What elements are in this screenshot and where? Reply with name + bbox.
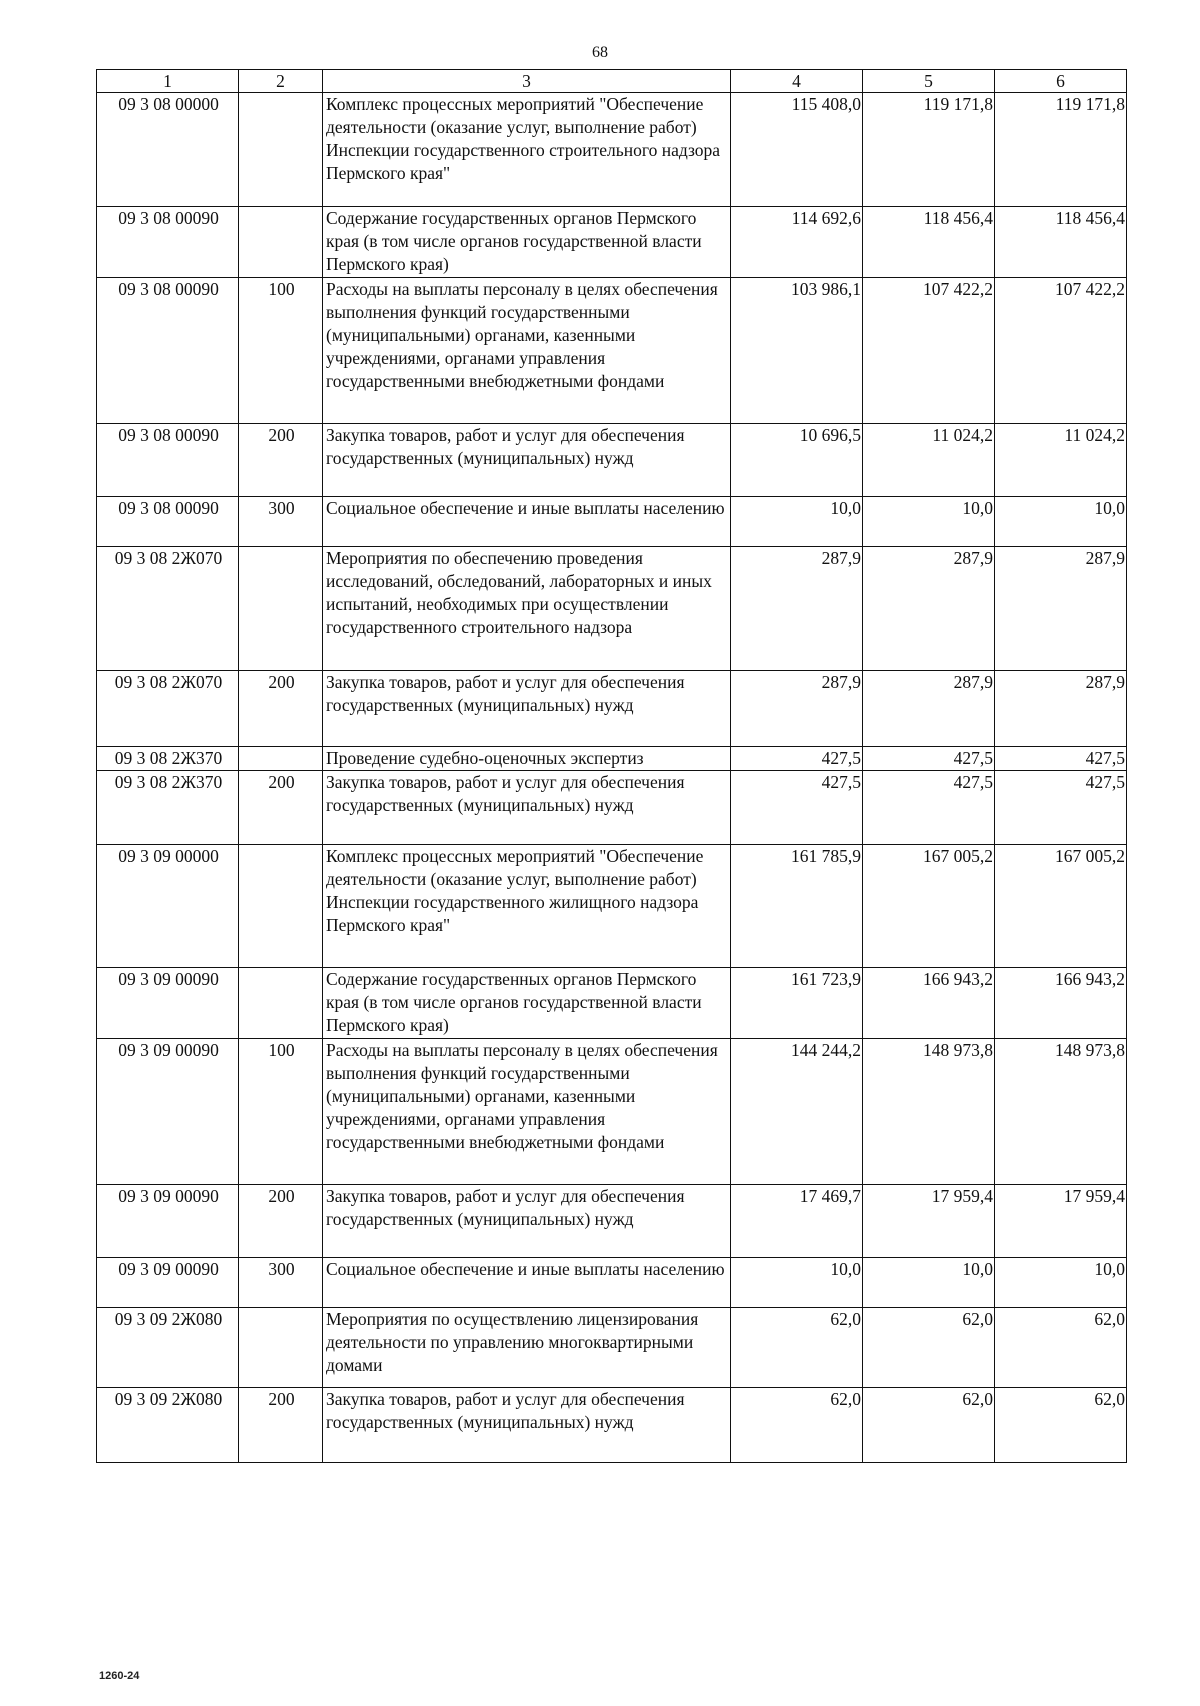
vr-code-cell [239,1308,323,1388]
amount-cell: 427,5 [731,747,863,771]
amount-cell: 167 005,2 [995,845,1127,968]
amount-cell: 118 456,4 [863,207,995,278]
column-header: 5 [863,70,995,93]
amount-cell: 287,9 [995,547,1127,671]
amount-cell: 148 973,8 [863,1039,995,1185]
vr-code-cell: 200 [239,1388,323,1463]
table-row [97,93,1127,207]
amount-cell: 144 244,2 [731,1039,863,1185]
table-row [97,497,1127,547]
csr-code-cell: 09 3 08 00090 [97,207,239,278]
amount-cell: 287,9 [863,547,995,671]
table-row [97,1185,1127,1258]
csr-code-cell: 09 3 08 2Ж370 [97,747,239,771]
csr-code-cell: 09 3 09 2Ж080 [97,1308,239,1388]
item-name-cell: Социальное обеспечение и иные выплаты населению [323,497,731,547]
table-row [97,1308,1127,1388]
table-row [97,278,1127,424]
column-header: 3 [323,70,731,93]
csr-code-cell: 09 3 09 00090 [97,1185,239,1258]
item-name-cell: Проведение судебно-оценочных экспертиз [323,747,731,771]
amount-cell: 62,0 [731,1308,863,1388]
amount-cell: 17 959,4 [995,1185,1127,1258]
table-row [97,968,1127,1039]
vr-code-cell: 100 [239,1039,323,1185]
amount-cell: 10,0 [995,1258,1127,1308]
table-row [97,424,1127,497]
amount-cell: 17 959,4 [863,1185,995,1258]
csr-code-cell: 09 3 08 00090 [97,278,239,424]
vr-code-cell: 300 [239,1258,323,1308]
table-row [97,1258,1127,1308]
table-row [97,1388,1127,1463]
table-row [97,207,1127,278]
amount-cell: 427,5 [995,747,1127,771]
vr-code-cell: 200 [239,424,323,497]
item-name-cell: Расходы на выплаты персоналу в целях обеспечения выполнения функций государственными (муниципальными) органами, казенными учреждениями, органами управления государственными внебюджетными фондами [323,278,731,424]
item-name-cell: Расходы на выплаты персоналу в целях обеспечения выполнения функций государственными (муниципальными) органами, казенными учреждениями, органами управления государственными внебюджетными фондами [323,1039,731,1185]
column-header: 6 [995,70,1127,93]
amount-cell: 287,9 [731,671,863,747]
amount-cell: 287,9 [731,547,863,671]
vr-code-cell [239,547,323,671]
column-header: 2 [239,70,323,93]
amount-cell: 17 469,7 [731,1185,863,1258]
table-header-row [97,70,1127,93]
amount-cell: 10,0 [863,497,995,547]
amount-cell: 119 171,8 [863,93,995,207]
vr-code-cell [239,968,323,1039]
amount-cell: 107 422,2 [995,278,1127,424]
amount-cell: 10,0 [731,1258,863,1308]
amount-cell: 148 973,8 [995,1039,1127,1185]
csr-code-cell: 09 3 09 00090 [97,1258,239,1308]
item-name-cell: Социальное обеспечение и иные выплаты населению [323,1258,731,1308]
table-row [97,747,1127,771]
amount-cell: 427,5 [995,771,1127,845]
item-name-cell: Закупка товаров, работ и услуг для обеспечения государственных (муниципальных) нужд [323,671,731,747]
vr-code-cell [239,207,323,278]
amount-cell: 167 005,2 [863,845,995,968]
amount-cell: 62,0 [863,1388,995,1463]
csr-code-cell: 09 3 08 2Ж070 [97,547,239,671]
amount-cell: 166 943,2 [995,968,1127,1039]
amount-cell: 10 696,5 [731,424,863,497]
amount-cell: 427,5 [863,771,995,845]
amount-cell: 11 024,2 [863,424,995,497]
amount-cell: 118 456,4 [995,207,1127,278]
amount-cell: 114 692,6 [731,207,863,278]
document-code: 1260-24 [99,1670,140,1682]
csr-code-cell: 09 3 09 00090 [97,968,239,1039]
amount-cell: 62,0 [995,1308,1127,1388]
amount-cell: 10,0 [995,497,1127,547]
amount-cell: 62,0 [863,1308,995,1388]
csr-code-cell: 09 3 08 2Ж370 [97,771,239,845]
csr-code-cell: 09 3 09 00090 [97,1039,239,1185]
item-name-cell: Мероприятия по обеспечению проведения исследований, обследований, лабораторных и иных испытаний, необходимых при осуществлении государственного строительного надзора [323,547,731,671]
item-name-cell: Комплекс процессных мероприятий "Обеспечение деятельности (оказание услуг, выполнение работ) Инспекции государственного жилищного надзора Пермского края" [323,845,731,968]
table-row [97,771,1127,845]
amount-cell: 103 986,1 [731,278,863,424]
column-header: 1 [97,70,239,93]
amount-cell: 10,0 [863,1258,995,1308]
amount-cell: 11 024,2 [995,424,1127,497]
amount-cell: 115 408,0 [731,93,863,207]
item-name-cell: Содержание государственных органов Пермского края (в том числе органов государственной власти Пермского края) [323,207,731,278]
vr-code-cell: 100 [239,278,323,424]
item-name-cell: Закупка товаров, работ и услуг для обеспечения государственных (муниципальных) нужд [323,424,731,497]
csr-code-cell: 09 3 09 2Ж080 [97,1388,239,1463]
page-number: 68 [592,44,608,61]
amount-cell: 119 171,8 [995,93,1127,207]
amount-cell: 62,0 [731,1388,863,1463]
csr-code-cell: 09 3 08 00090 [97,424,239,497]
amount-cell: 10,0 [731,497,863,547]
table-row [97,671,1127,747]
csr-code-cell: 09 3 08 2Ж070 [97,671,239,747]
item-name-cell: Закупка товаров, работ и услуг для обеспечения государственных (муниципальных) нужд [323,771,731,845]
table-row [97,1039,1127,1185]
amount-cell: 161 723,9 [731,968,863,1039]
vr-code-cell [239,747,323,771]
amount-cell: 427,5 [731,771,863,845]
vr-code-cell: 200 [239,1185,323,1258]
item-name-cell: Закупка товаров, работ и услуг для обеспечения государственных (муниципальных) нужд [323,1185,731,1258]
amount-cell: 161 785,9 [731,845,863,968]
vr-code-cell: 200 [239,671,323,747]
csr-code-cell: 09 3 09 00000 [97,845,239,968]
csr-code-cell: 09 3 08 00000 [97,93,239,207]
table-row [97,845,1127,968]
vr-code-cell: 200 [239,771,323,845]
item-name-cell: Закупка товаров, работ и услуг для обеспечения государственных (муниципальных) нужд [323,1388,731,1463]
amount-cell: 166 943,2 [863,968,995,1039]
vr-code-cell [239,845,323,968]
item-name-cell: Содержание государственных органов Пермского края (в том числе органов государственной власти Пермского края) [323,968,731,1039]
amount-cell: 62,0 [995,1388,1127,1463]
vr-code-cell: 300 [239,497,323,547]
table-row [97,547,1127,671]
item-name-cell: Мероприятия по осуществлению лицензирования деятельности по управлению многоквартирными домами [323,1308,731,1388]
csr-code-cell: 09 3 08 00090 [97,497,239,547]
amount-cell: 107 422,2 [863,278,995,424]
vr-code-cell [239,93,323,207]
amount-cell: 427,5 [863,747,995,771]
amount-cell: 287,9 [995,671,1127,747]
budget-table [96,69,1127,1463]
column-header: 4 [731,70,863,93]
amount-cell: 287,9 [863,671,995,747]
item-name-cell: Комплекс процессных мероприятий "Обеспечение деятельности (оказание услуг, выполнение работ) Инспекции государственного строительного надзора Пермского края" [323,93,731,207]
